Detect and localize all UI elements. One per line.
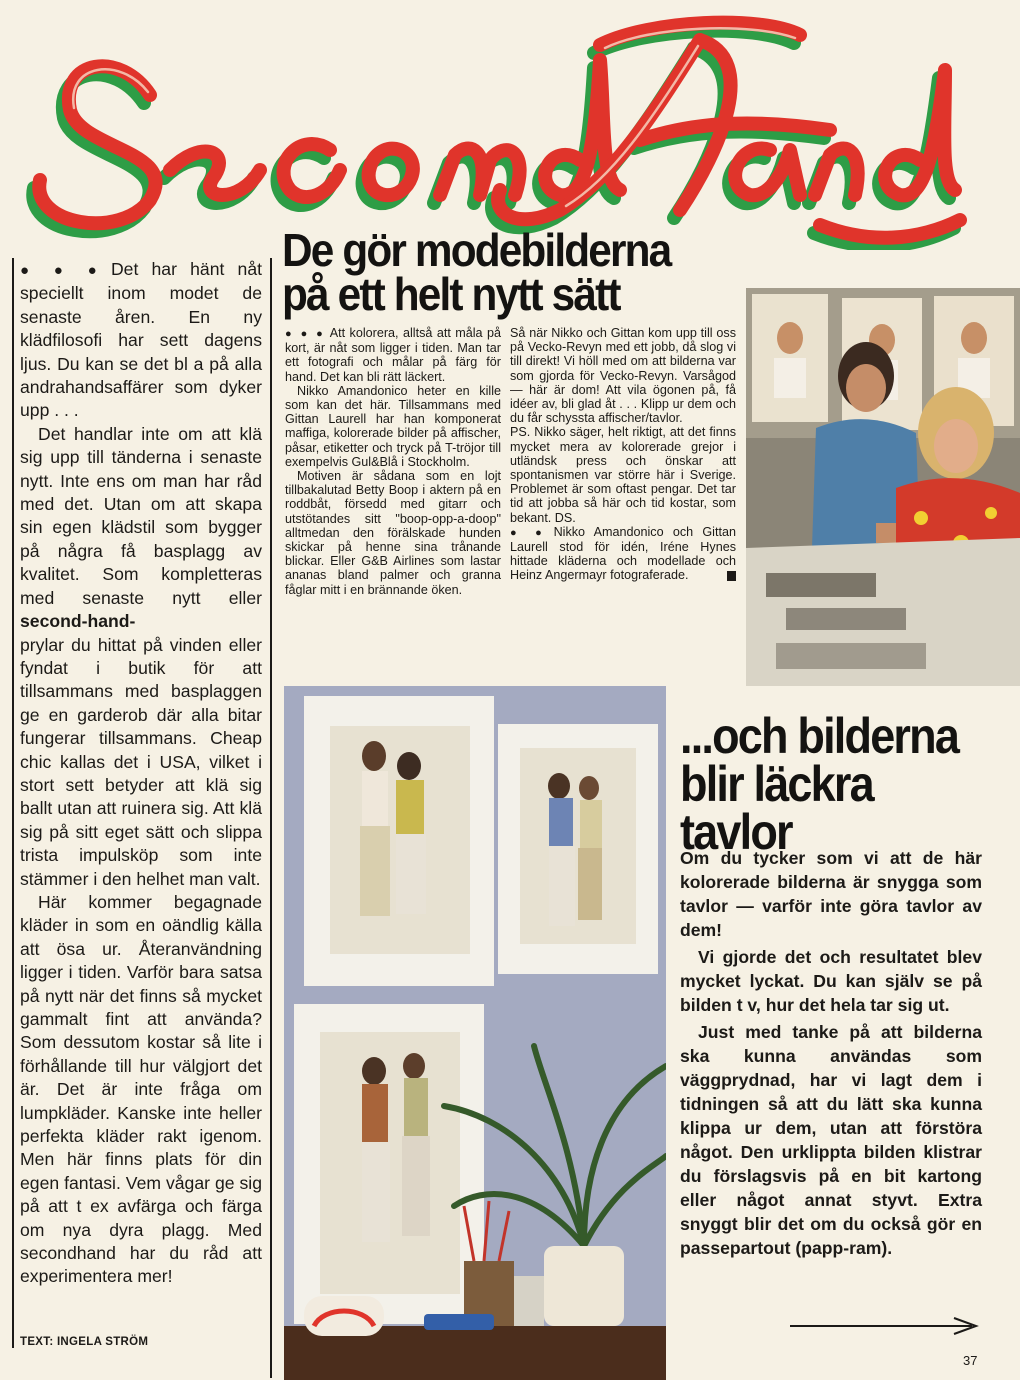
- middle-column-a: [285, 326, 501, 597]
- mid-a-paragraph-3: Motiven är sådana som en lojt tillbakalutad Betty Boop i aktern på en roddbåt, försedd med gitarr och utstötandes sitt "boop-opp-a-doop" alltmedan den förälskade hunden skickar på henne sina trånande blickar. Eller G&B Airlines som lastar ananas bland palmer och granna fåglar mitt i en brännande öken.: [285, 469, 501, 597]
- mid-b-paragraph-1: Så när Nikko och Gittan kom upp till oss på Vecko-Revyn med ett jobb, då slog vi till direkt! Vi höll med om att bilderna var som gjorda för Vecko-Revyn. Varsågod — här är dom! Att vila ögonen på, få idéer av, bli glad åt . . . Klipp ur dem och du får schyssta affischer/tavlor.: [510, 326, 736, 426]
- mid-b-paragraph-3: ● ● Nikko Amandonico och Gittan Laurell stod för idén, Iréne Hynes hittade kläderna och modellade och Heinz Angermayr fotograferade.: [510, 524, 736, 583]
- middle-column-b: [510, 326, 736, 583]
- left-paragraph-1: ● ● ● Det har hänt nåt speciellt inom modet de senaste åren. En ny klädfilosofi har sett dagens ljus. Du kan se det bl a på alla andrahandsaffärer som dyker upp . . .: [20, 259, 263, 421]
- bullet-dots: ● ●: [510, 526, 550, 539]
- left-paragraph-4: Här kommer begagnade kläder in som en oändlig källa att ösa ur. Återanvändning ligger i tiden. Varför bara satsa på nytt när det finns så mycket gammalt fint att använda? Som dessutom kostar så lite i förhållande till hur välgjort det är. Det är inte fråga om lumpkläder. Kanske inte heller perfekta kläder rakt igenom. Men här finns plats för din egen fantasi. Vem vågar ge sig på att t ex avfärga och färga om nya dyra plagg. Med secondhand har du råd att experimentera mer!: [20, 891, 262, 1287]
- framed-prints-illustration: [284, 686, 666, 1380]
- right-paragraph-3: Just med tanke på att bilderna ska kunna användas som väggprydnad, har vi lagt dem i tidningen så att du lätt ska kunna klippa ur dem, utan att förstöra något. Den urklippta bilden klistrar du förslagsvis på en bit kartong eller något annat styvt. Extra snyggt blir det om du också gör en passepartout (papp-ram).: [680, 1022, 982, 1258]
- arrow-right-icon: [790, 1315, 980, 1337]
- bullet-dots: ● ● ●: [285, 328, 326, 340]
- column-divider: [270, 258, 272, 1378]
- photo-framed-prints-wall: [284, 686, 666, 1380]
- second-hand-lettering: [0, 0, 1020, 250]
- photo-artists-at-table: [746, 288, 1020, 686]
- mid-a-paragraph-2: Nikko Amandonico heter en kille som kan det här. Tillsammans med Gittan Laurell har han komponerat maffiga, kolorerade bilder på affischer, påsar, etiketter och tryck på T-tröjor till exempelvis Gul&Blå i Stockholm.: [285, 383, 501, 469]
- second-hand-logo: [0, 0, 1020, 250]
- headline: [282, 224, 705, 320]
- headline-line-1: De gör modebilderna: [282, 224, 671, 276]
- left-paragraph-3: prylar du hittat på vinden eller fyndat i butik för att tillsammans med basplaggen ge en garderob där alla bitar fungerar tillsammans. Cheap chic kallas det i USA, vilket i stort sett betyder att klä sig ballt utan att ruinera sig. Att klä sig på sitt eget sätt och slippa trista impulsköp som inte stämmer i den helhet man valt.: [20, 634, 262, 889]
- right-paragraph-1: Om du tycker som vi att de här kolorerade bilderna är snygga som tavlor — varför inte göra tavlor av dem!: [680, 848, 982, 940]
- mid-a-paragraph-1: ● ● ● Att kolorera, alltså att måla på kort, är nåt som ligger i tiden. Man tar ett fotografi och målar på färg för hand. Det kan bli rätt läckert.: [285, 326, 501, 384]
- page-number: 37: [963, 1353, 978, 1368]
- bold-second-hand: second-hand-: [20, 611, 136, 632]
- bullet-dots: ● ● ●: [20, 262, 107, 279]
- subheading-line-2: blir läckra: [680, 756, 873, 812]
- left-column: [12, 258, 262, 1348]
- subheading-line-3: tavlor: [680, 804, 792, 860]
- subheading: [680, 708, 977, 860]
- right-column: [680, 846, 982, 1260]
- end-mark: [727, 571, 736, 581]
- subheading-line-1: ...och bilderna: [680, 708, 959, 764]
- left-paragraph-2: Det handlar inte om att klä sig upp till tänderna i senaste nytt. Inte ens om man har råd med det. Utan om att skapa sin egen klädstil som bygger på några få basplagg av kvalitet. Som kompletteras med senaste nytt eller second-hand-: [20, 423, 262, 632]
- right-paragraph-2: Vi gjorde det och resultatet blev mycket lyckat. Du kan själv se på bilden t v, hur det hela tar sig ut.: [680, 947, 982, 1015]
- byline: TEXT: INGELA STRÖM: [20, 1336, 149, 1348]
- photo-artists-illustration: [746, 288, 1020, 686]
- mid-b-paragraph-2: PS. Nikko säger, helt riktigt, att det finns mycket mera av kolorerade grejor i utländsk press och önskar att spontanismen var större här i Sverige. Problemet är som oftast pengar. Det tar tid att jobba så här och tid kostar, som bekant. DS.: [510, 425, 736, 525]
- headline-line-2: på ett helt nytt sätt: [282, 268, 620, 320]
